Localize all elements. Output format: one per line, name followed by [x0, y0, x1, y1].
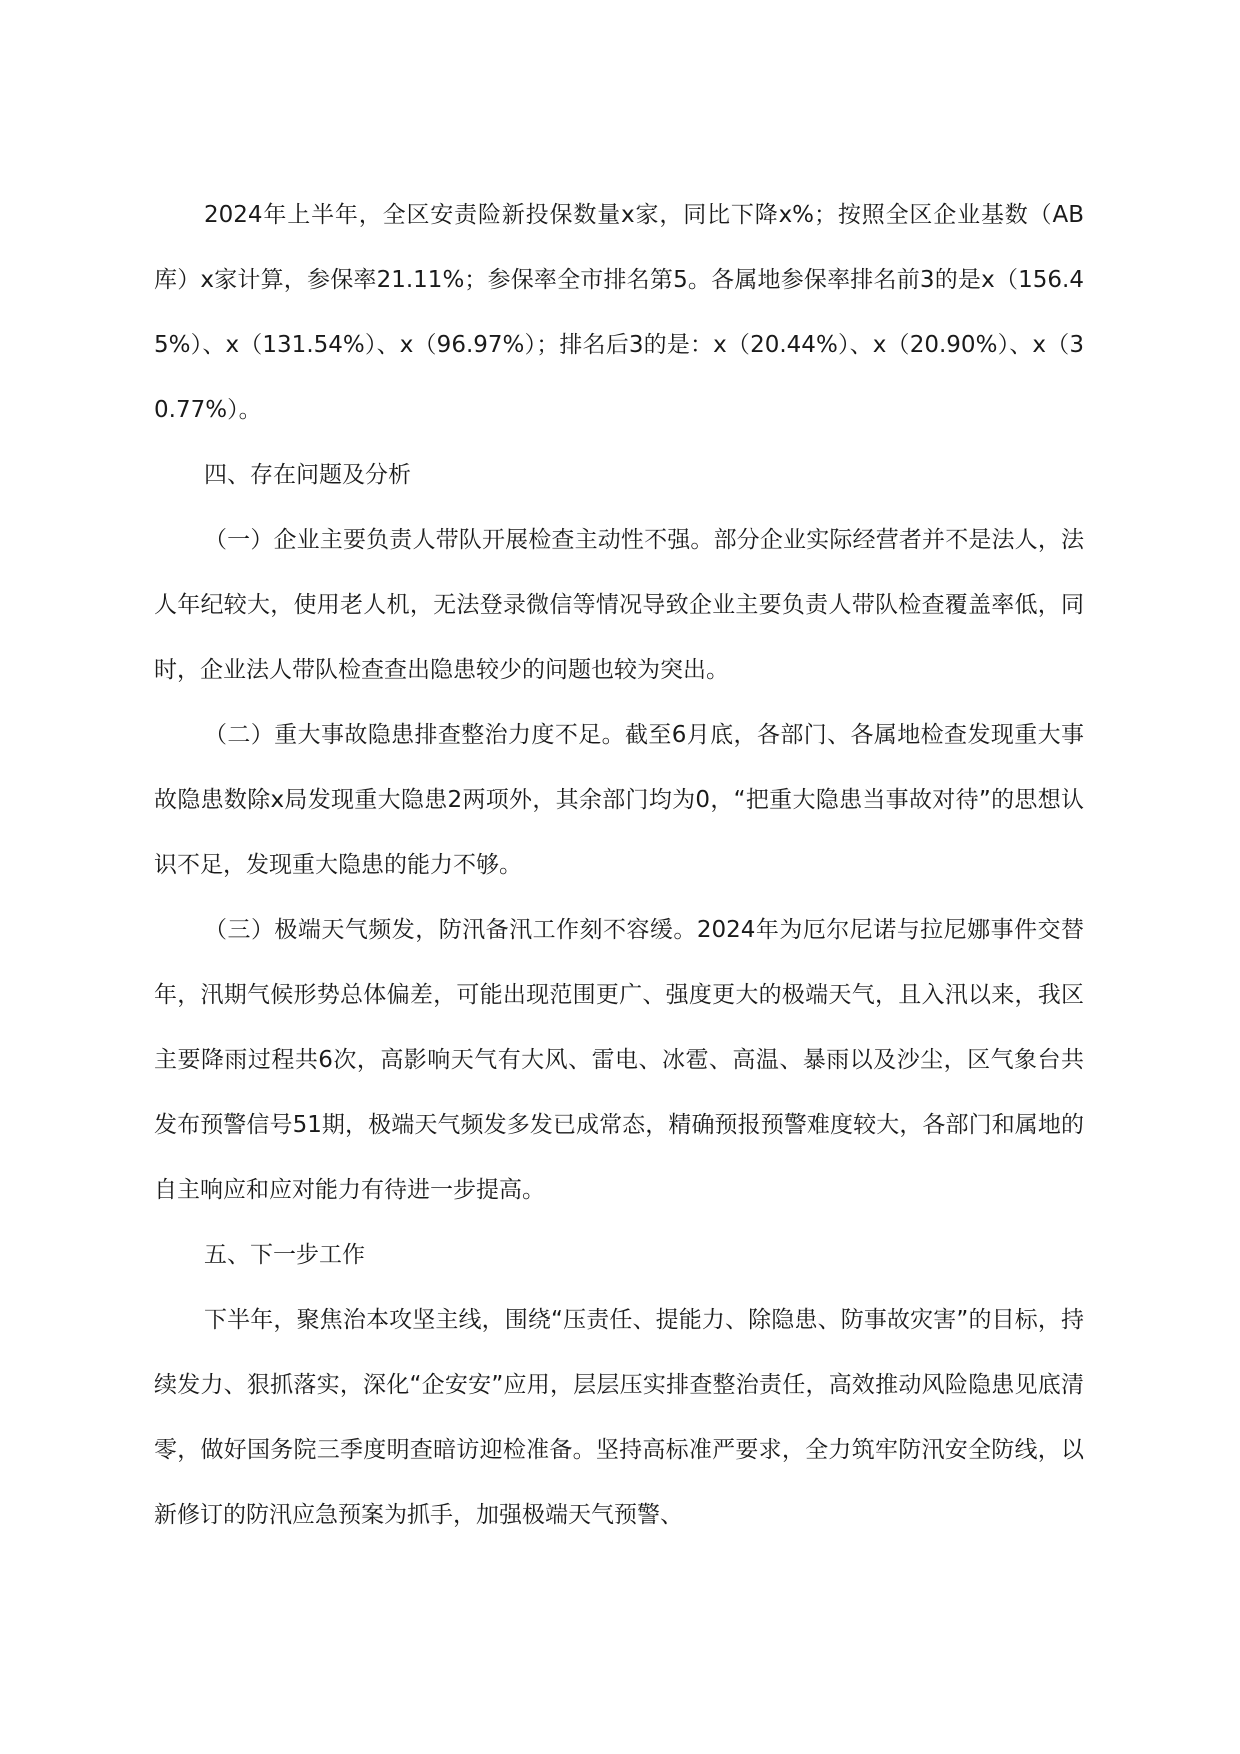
paragraph-problem-1: （一）企业主要负责人带队开展检查主动性不强。部分企业实际经营者并不是法人，法人年纪较大，使用老人机，无法登录微信等情况导致企业主要负责人带队检查覆盖率低，同时，企业法人带队检查查出隐患较少的问题也较为突出。	[154, 527, 1084, 683]
paragraph-problem-2: （二）重大事故隐患排查整治力度不足。截至6月底，各部门、各属地检查发现重大事故隐患数除x局发现重大隐患2两项外，其余部门均为0，“把重大隐患当事故对待”的思想认识不足，发现重大隐患的能力不够。	[154, 722, 1084, 878]
document-body	[154, 183, 1084, 1548]
paragraph-insurance-stats: 2024年上半年，全区安责险新投保数量x家，同比下降x%；按照全区企业基数（AB库）x家计算，参保率21.11%；参保率全市排名第5。各属地参保率排名前3的是x（156.45%）、x（131.54%）、x（96.97%）；排名后3的是：x（20.44%）、x（20.90%）、x（30.77%）。	[154, 202, 1084, 423]
paragraph-problem-3: （三）极端天气频发，防汛备汛工作刻不容缓。2024年为厄尔尼诺与拉尼娜事件交替年，汛期气候形势总体偏差，可能出现范围更广、强度更大的极端天气，且入汛以来，我区主要降雨过程共6次，高影响天气有大风、雷电、冰雹、高温、暴雨以及沙尘，区气象台共发布预警信号51期，极端天气频发多发已成常态，精确预报预警难度较大，各部门和属地的自主响应和应对能力有待进一步提高。	[154, 917, 1084, 1203]
section-heading-next-steps: 五、下一步工作	[204, 1242, 365, 1268]
paragraph-next-steps: 下半年，聚焦治本攻坚主线，围绕“压责任、提能力、除隐患、防事故灾害”的目标，持续发力、狠抓落实，深化“企安安”应用，层层压实排查整治责任，高效推动风险隐患见底清零，做好国务院三季度明查暗访迎检准备。坚持高标准严要求，全力筑牢防汛安全防线，以新修订的防汛应急预案为抓手，加强极端天气预警、	[154, 1307, 1084, 1528]
section-heading-problems: 四、存在问题及分析	[204, 462, 411, 488]
